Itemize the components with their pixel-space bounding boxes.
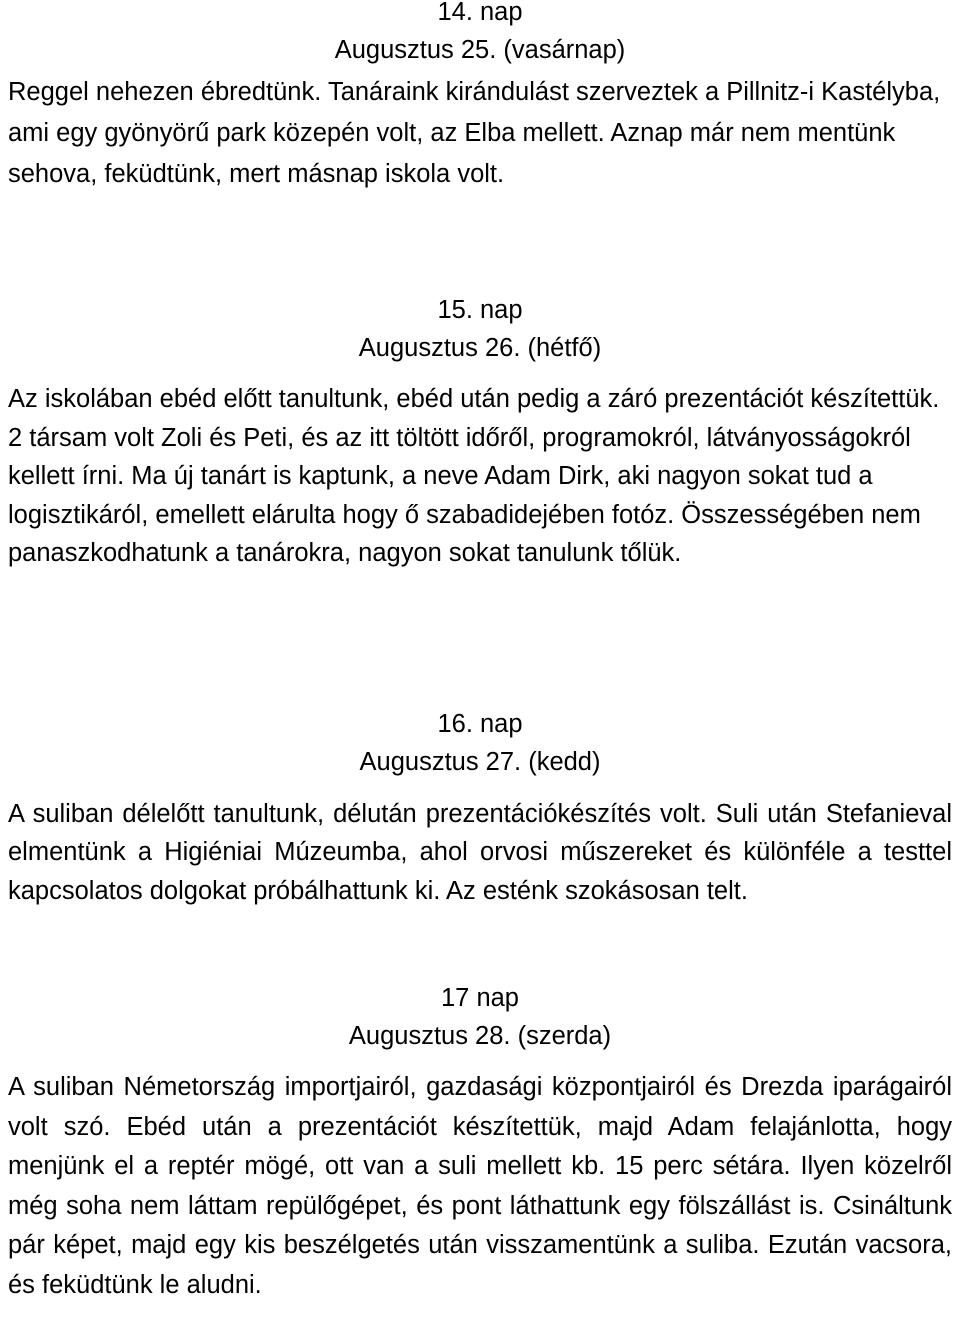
- day-heading-16: [0, 705, 960, 781]
- day-date: Augusztus 25. (vasárnap): [334, 36, 626, 64]
- day-text-14: Reggel nehezen ébredtünk. Tanáraink kirándulást szerveztek a Pillnitz-i Kastélyba, ami egy gyönyörű park közepén volt, az Elba mellett. Aznap már nem mentünk sehova, feküdtünk, mert másnap iskola volt.: [8, 78, 941, 188]
- day-text-16: A suliban délelőtt tanultunk, délután prezentációkészítés volt. Suli után Stefanieval elmentünk a Higiéniai Múzeumba, ahol orvosi műszereket és különféle a testtel kapcsolatos dolgokat próbálhattunk ki. Az esténk szokásosan telt.: [8, 800, 952, 905]
- day-text-17: A suliban Németország importjairól, gazdasági központjairól és Drezda iparágairól volt szó. Ebéd után a prezentációt készítettük, majd Adam felajánlotta, hogy menjünk el a reptér mögé, ott van a suli mellett kb. 15 perc sétára. Ilyen közelről még soha nem láttam repülőgépet, és pont láthattunk egy fölszállást is. Csináltunk pár képet, majd egy kis beszélgetés után visszamentünk a suliba. Ezután vacsora, és feküdtünk le aludni.: [8, 1073, 952, 1299]
- day-text-15: Az iskolában ebéd előtt tanultunk, ebéd után pedig a záró prezentációt készítettük. 2 társam volt Zoli és Peti, és az itt töltött időről, programokról, látványosságokról kellett írni. Ma új tanárt is kaptunk, a neve Adam Dirk, aki nagyon sokat tud a logisztikáról, emellett elárulta hogy ő szabadidejében fotóz. Összességében nem panaszkodhatunk a tanárokra, nagyon sokat tanulunk tőlük.: [8, 385, 940, 568]
- day-date: Augusztus 27. (kedd): [359, 748, 601, 776]
- day-number: 14. nap: [437, 0, 523, 26]
- day-date: Augusztus 28. (szerda): [348, 1022, 612, 1050]
- day-heading-17: [0, 979, 960, 1055]
- day-heading-14: [0, 0, 960, 69]
- day-number: 17 nap: [441, 984, 519, 1012]
- day-heading-15: [0, 291, 960, 367]
- day-number: 16. nap: [437, 710, 523, 738]
- day-number: 15. nap: [437, 296, 523, 324]
- day-date: Augusztus 26. (hétfő): [358, 334, 602, 362]
